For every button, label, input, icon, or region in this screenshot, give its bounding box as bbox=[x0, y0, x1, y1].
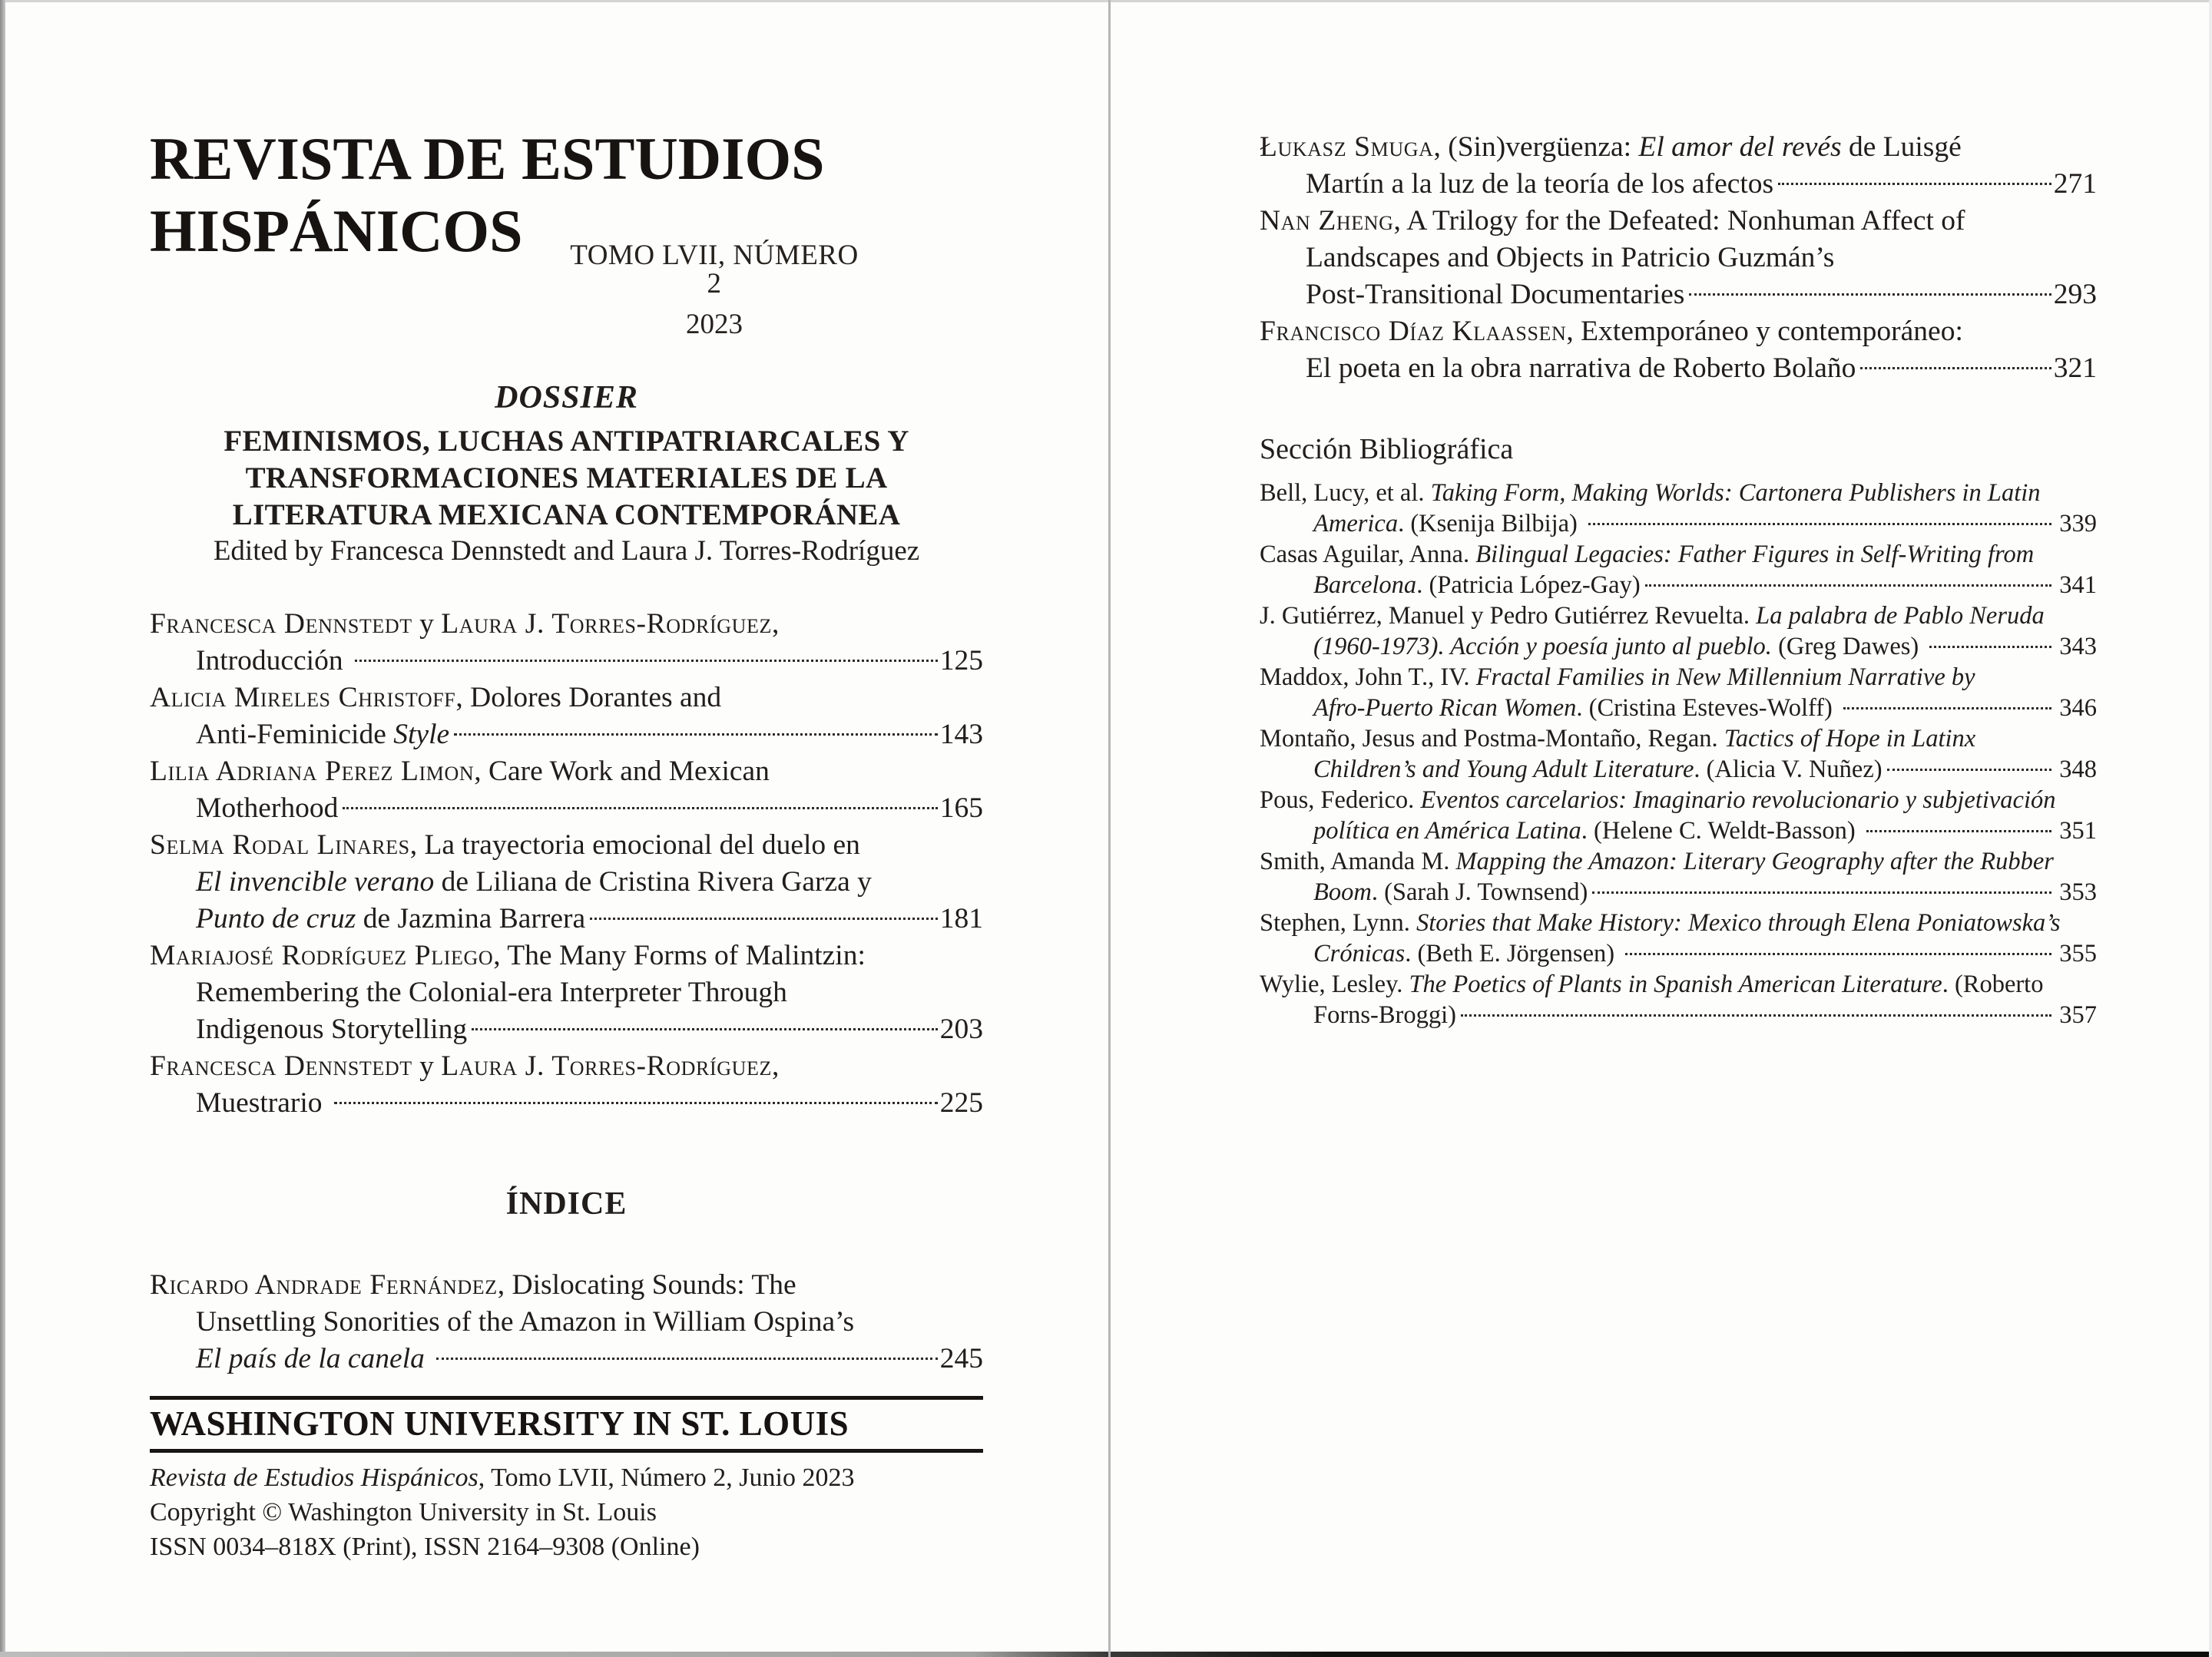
toc-line-text bbox=[196, 1341, 432, 1378]
text-segment: política en América Latina bbox=[1313, 817, 1581, 845]
toc-line-text bbox=[1306, 350, 1856, 387]
text-segment: El país de la canela bbox=[196, 1343, 425, 1374]
toc-line bbox=[150, 1011, 983, 1048]
toc-line bbox=[1260, 539, 2097, 570]
text-segment: Laura J. Torres-Rodríguez bbox=[441, 608, 772, 640]
toc-line-text bbox=[196, 1304, 854, 1341]
text-segment: El poeta en la obra narrativa de Roberto Bolaño bbox=[1306, 352, 1856, 384]
imprint-lines bbox=[150, 1460, 983, 1564]
toc-entry bbox=[150, 753, 983, 827]
text-segment: Tactics of Hope in Latinx bbox=[1724, 725, 1976, 752]
bibliography-heading: Sección Bibliográfica bbox=[1260, 433, 1514, 465]
indice-toc-list bbox=[150, 1267, 983, 1378]
text-segment: Remembering the Colonial-era Interpreter Through bbox=[196, 977, 787, 1008]
text-segment: , A Trilogy for the Defeated: Nonhuman Affect of bbox=[1393, 205, 1965, 236]
page-number: 341 bbox=[2059, 571, 2097, 599]
text-segment: El invencible verano bbox=[196, 866, 435, 898]
toc-line-text bbox=[196, 643, 350, 680]
toc-entry bbox=[1260, 313, 2097, 387]
toc-line bbox=[150, 680, 983, 716]
toc-entry bbox=[1260, 662, 2097, 723]
text-segment: y bbox=[412, 608, 442, 640]
text-segment: Post-Transitional Documentaries bbox=[1306, 279, 1685, 310]
toc-line bbox=[1260, 815, 2097, 846]
text-segment: . (Ksenija Bilbija) bbox=[1398, 510, 1584, 537]
text-segment: Crónicas bbox=[1313, 940, 1406, 967]
toc-entry bbox=[1260, 969, 2097, 1030]
toc-line-text bbox=[1306, 240, 1834, 276]
toc-line bbox=[1260, 240, 2097, 276]
imprint-line bbox=[150, 1530, 983, 1564]
text-segment: ISSN 0034–818X (Print), ISSN 2164–9308 (Online) bbox=[150, 1533, 700, 1561]
toc-line-text bbox=[196, 901, 585, 938]
text-segment: . (Cristina Esteves-Wolff) bbox=[1576, 694, 1839, 722]
text-segment: Copyright © Washington University in St. Louis bbox=[150, 1498, 657, 1526]
toc-entry bbox=[1260, 785, 2097, 846]
toc-line-text bbox=[1260, 662, 1975, 693]
toc-entry bbox=[150, 680, 983, 753]
toc-line bbox=[1260, 938, 2097, 969]
dossier-heading-line: FEMINISMOS, LUCHAS ANTIPATRIARCALES Y bbox=[224, 425, 909, 458]
text-segment: , Dislocating Sounds: The bbox=[497, 1269, 796, 1301]
text-segment: La palabra de Pablo Neruda bbox=[1756, 602, 2045, 630]
page-number: 346 bbox=[2059, 694, 2097, 722]
text-segment: Pous, Federico. bbox=[1260, 786, 1421, 814]
text-segment: Maddox, John T., IV. bbox=[1260, 663, 1476, 691]
toc-line bbox=[1260, 754, 2097, 785]
toc-line-text bbox=[1313, 1000, 1456, 1030]
page-number: 293 bbox=[2053, 279, 2097, 310]
dossier-heading bbox=[150, 423, 983, 534]
imprint-line bbox=[150, 1495, 983, 1530]
dossier-heading-line: LITERATURA MEXICANA CONTEMPORÁNEA bbox=[232, 498, 901, 531]
dossier-heading-line: TRANSFORMACIONES MATERIALES DE LA bbox=[245, 461, 888, 494]
toc-entry bbox=[1260, 908, 2097, 969]
text-segment: Taking Form, Making Worlds: Cartonera Publishers in Latin bbox=[1430, 479, 2041, 507]
text-segment: , Tomo LVII, Número 2, Junio 2023 bbox=[478, 1464, 855, 1492]
left-page bbox=[150, 0, 983, 1564]
page-number: 343 bbox=[2059, 633, 2097, 660]
toc-line-text bbox=[1260, 203, 1965, 240]
edited-by-line: Edited by Francesca Dennstedt and Laura J. Torres-Rodríguez bbox=[213, 535, 920, 567]
text-segment: , bbox=[771, 608, 780, 640]
text-segment: Forns-Broggi) bbox=[1313, 1001, 1456, 1029]
toc-line-text bbox=[196, 1085, 329, 1122]
toc-entry bbox=[1260, 129, 2097, 203]
scan-right-edge bbox=[2209, 0, 2212, 1657]
page-number: 348 bbox=[2059, 756, 2097, 783]
toc-line bbox=[1260, 600, 2097, 631]
toc-line-text bbox=[196, 716, 449, 753]
toc-line bbox=[150, 901, 983, 938]
toc-entry bbox=[150, 606, 983, 680]
text-segment: . (Patricia López-Gay) bbox=[1416, 571, 1641, 599]
text-segment: Stephen, Lynn. bbox=[1260, 909, 1417, 937]
right-page-content bbox=[1260, 0, 2097, 1030]
toc-line-text bbox=[1313, 815, 1862, 846]
toc-line-text bbox=[1260, 478, 2041, 508]
toc-line bbox=[1260, 166, 2097, 203]
text-segment: , bbox=[771, 1050, 780, 1082]
indice-heading: ÍNDICE bbox=[505, 1186, 628, 1222]
toc-line bbox=[150, 790, 983, 827]
journal-title-line2-row bbox=[150, 195, 983, 340]
toc-line bbox=[1260, 846, 2097, 877]
text-segment: Anti-Feminicide bbox=[196, 719, 394, 750]
text-segment: Francisco Díaz Klaassen bbox=[1260, 316, 1567, 347]
toc-line-text bbox=[196, 974, 787, 1011]
footer-rule-bottom bbox=[150, 1449, 983, 1453]
toc-line bbox=[150, 643, 983, 680]
text-segment: Mapping the Amazon: Literary Geography after the Rubber bbox=[1455, 848, 2054, 875]
toc-line-text bbox=[1313, 938, 1621, 969]
text-segment: Francesca Dennstedt bbox=[150, 1050, 412, 1082]
toc-line-text bbox=[1313, 631, 1925, 662]
toc-line bbox=[1260, 313, 2097, 350]
text-segment: Muestrario bbox=[196, 1087, 329, 1119]
issue-label: TOMO LVII, NÚMERO 2 bbox=[570, 240, 859, 299]
toc-line bbox=[150, 606, 983, 643]
toc-line bbox=[1260, 693, 2097, 723]
toc-line bbox=[150, 1048, 983, 1085]
scan-left-edge bbox=[0, 0, 5, 1657]
page-number: 143 bbox=[939, 719, 983, 750]
text-segment: Children’s and Young Adult Literature bbox=[1313, 756, 1694, 783]
toc-line-text bbox=[1260, 785, 2056, 815]
toc-line-text bbox=[150, 753, 770, 790]
toc-entry bbox=[150, 1048, 983, 1122]
page-number: 321 bbox=[2053, 352, 2097, 384]
toc-line bbox=[1260, 631, 2097, 662]
page-number: 181 bbox=[939, 903, 983, 934]
text-segment: Fractal Families in New Millennium Narrative by bbox=[1475, 663, 1975, 691]
dossier-toc-list bbox=[150, 606, 983, 1122]
toc-line-text bbox=[1260, 846, 2054, 877]
toc-line-text bbox=[150, 827, 860, 864]
right-page bbox=[1260, 0, 2097, 1030]
toc-line-text bbox=[1306, 276, 1684, 313]
toc-entry bbox=[150, 938, 983, 1048]
toc-line bbox=[1260, 1000, 2097, 1030]
toc-line bbox=[150, 753, 983, 790]
toc-entry bbox=[1260, 846, 2097, 908]
text-segment: Boom bbox=[1313, 878, 1372, 906]
page-divider bbox=[1108, 0, 1111, 1657]
page-number: 351 bbox=[2059, 817, 2097, 845]
journal-title-line1: REVISTA DE ESTUDIOS bbox=[150, 125, 825, 192]
imprint-footer bbox=[150, 1396, 983, 1564]
toc-line bbox=[1260, 276, 2097, 313]
toc-line-text bbox=[1260, 313, 1963, 350]
toc-line-text bbox=[1260, 600, 2045, 631]
toc-line bbox=[150, 938, 983, 974]
journal-title-line2: HISPÁNICOS bbox=[150, 197, 523, 264]
toc-line-text bbox=[1313, 570, 1641, 600]
toc-line bbox=[1260, 662, 2097, 693]
text-segment: , La trayectoria emocional del duelo en bbox=[409, 829, 860, 861]
page-number: 353 bbox=[2059, 878, 2097, 906]
page-number: 357 bbox=[2059, 1001, 2097, 1029]
toc-line-text bbox=[1260, 129, 1962, 166]
text-segment: Unsettling Sonorities of the Amazon in William Ospina’s bbox=[196, 1306, 855, 1338]
text-segment: . (Roberto bbox=[1942, 971, 2044, 998]
text-segment: de Jazmina Barrera bbox=[356, 903, 586, 934]
text-segment: Revista de Estudios Hispánicos bbox=[150, 1464, 478, 1492]
toc-line bbox=[150, 864, 983, 901]
toc-entry bbox=[150, 1267, 983, 1378]
scan-bottom-edge bbox=[0, 1652, 2212, 1657]
text-segment: Casas Aguilar, Anna. bbox=[1260, 541, 1476, 568]
page-number: 203 bbox=[939, 1014, 983, 1045]
page-number: 165 bbox=[939, 792, 983, 824]
toc-line bbox=[150, 974, 983, 1011]
text-segment: y bbox=[412, 1050, 442, 1082]
publisher-name: WASHINGTON UNIVERSITY IN ST. LOUIS bbox=[150, 1404, 849, 1443]
text-segment: Smith, Amanda M. bbox=[1260, 848, 1456, 875]
toc-line-text bbox=[1260, 908, 2061, 938]
text-segment: (1960-1973). Acción y poesía junto al pueblo. bbox=[1313, 633, 1772, 660]
text-segment: Montaño, Jesus and Postma-Montaño, Regan. bbox=[1260, 725, 1724, 752]
text-segment: Punto de cruz bbox=[196, 903, 356, 934]
issue-block bbox=[565, 241, 864, 339]
toc-line-text bbox=[1313, 877, 1588, 908]
dossier-label: DOSSIER bbox=[495, 380, 638, 415]
toc-line bbox=[150, 1267, 983, 1304]
toc-line-text bbox=[1260, 539, 2034, 570]
toc-line-text bbox=[1313, 754, 1883, 785]
toc-line bbox=[150, 827, 983, 864]
toc-entry bbox=[1260, 203, 2097, 313]
page-number: 271 bbox=[2053, 168, 2097, 200]
toc-line bbox=[150, 716, 983, 753]
toc-line-text bbox=[150, 938, 866, 974]
toc-line bbox=[1260, 478, 2097, 508]
toc-line bbox=[1260, 508, 2097, 539]
text-segment: , The Many Forms of Malintzin: bbox=[493, 940, 866, 971]
toc-line bbox=[150, 1085, 983, 1122]
text-segment: (Greg Dawes) bbox=[1771, 633, 1926, 660]
toc-line bbox=[150, 1341, 983, 1378]
text-segment: El amor del revés bbox=[1638, 131, 1842, 163]
text-segment: . (Beth E. Jörgensen) bbox=[1405, 940, 1621, 967]
page-number: 125 bbox=[939, 645, 983, 676]
toc-line-text bbox=[150, 606, 779, 643]
text-segment: J. Gutiérrez, Manuel y Pedro Gutiérrez Revuelta. bbox=[1260, 602, 1757, 630]
toc-entry bbox=[150, 827, 983, 938]
toc-line bbox=[1260, 129, 2097, 166]
toc-line-text bbox=[1260, 723, 1975, 754]
toc-line-text bbox=[1313, 693, 1839, 723]
text-segment: Eventos carcelarios: Imaginario revolucionario y subjetivación bbox=[1420, 786, 2056, 814]
toc-line-text bbox=[150, 680, 721, 716]
toc-line bbox=[1260, 969, 2097, 1000]
text-segment: Introducción bbox=[196, 645, 350, 676]
bibliography-list bbox=[1260, 478, 2097, 1030]
text-segment: . (Sarah J. Townsend) bbox=[1371, 878, 1588, 906]
toc-line bbox=[150, 1304, 983, 1341]
text-segment: Selma Rodal Linares bbox=[150, 829, 410, 861]
text-segment: Martín a la luz de la teoría de los afectos bbox=[1306, 168, 1774, 200]
toc-line-text bbox=[1313, 508, 1584, 539]
toc-line-text bbox=[196, 1011, 467, 1048]
page-number: 245 bbox=[939, 1343, 983, 1374]
text-segment: Stories that Make History: Mexico through Elena Poniatowska’s bbox=[1416, 909, 2061, 937]
text-segment: . (Helene C. Weldt-Basson) bbox=[1581, 817, 1862, 845]
toc-entry bbox=[1260, 723, 2097, 785]
toc-line-text bbox=[1260, 969, 2043, 1000]
toc-line-text bbox=[150, 1048, 779, 1085]
text-segment: Landscapes and Objects in Patricio Guzmán’s bbox=[1306, 242, 1835, 273]
toc-line bbox=[1260, 785, 2097, 815]
text-segment: America bbox=[1313, 510, 1399, 537]
toc-entry bbox=[1260, 539, 2097, 600]
text-segment: Bilingual Legacies: Father Figures in Self-Writing from bbox=[1475, 541, 2035, 568]
text-segment: , (Sin)vergüenza: bbox=[1433, 131, 1639, 163]
text-segment: de Liliana de Cristina Rivera Garza y bbox=[434, 866, 872, 898]
toc-line bbox=[1260, 877, 2097, 908]
text-segment: Nan Zheng bbox=[1260, 205, 1394, 236]
toc-entry bbox=[1260, 600, 2097, 662]
text-segment: . (Alicia V. Nuñez) bbox=[1694, 756, 1883, 783]
articles-toc-list bbox=[1260, 129, 2097, 387]
text-segment: Mariajosé Rodríguez Pliego bbox=[150, 940, 494, 971]
text-segment: , Care Work and Mexican bbox=[474, 756, 770, 787]
toc-line bbox=[1260, 723, 2097, 754]
toc-entry bbox=[1260, 478, 2097, 539]
text-segment: Wylie, Lesley. bbox=[1260, 971, 1409, 998]
text-segment: , Extemporáneo y contemporáneo: bbox=[1566, 316, 1963, 347]
imprint-line bbox=[150, 1460, 983, 1495]
toc-line-text bbox=[150, 1267, 796, 1304]
text-segment: Afro-Puerto Rican Women bbox=[1313, 694, 1577, 722]
text-segment: Motherhood bbox=[196, 792, 339, 824]
text-segment: Ricardo Andrade Fernández bbox=[150, 1269, 498, 1301]
text-segment: Alicia Mireles Christoff bbox=[150, 682, 456, 713]
page-number: 355 bbox=[2059, 940, 2097, 967]
toc-line-text bbox=[196, 864, 872, 901]
text-segment: Lilia Adriana Perez Limon bbox=[150, 756, 475, 787]
text-segment: Style bbox=[393, 719, 450, 750]
text-segment bbox=[425, 1343, 432, 1374]
text-segment: de Luisgé bbox=[1841, 131, 1962, 163]
page-number: 339 bbox=[2059, 510, 2097, 537]
issue-year: 2023 bbox=[686, 309, 743, 340]
text-segment: Łukasz Smuga bbox=[1260, 131, 1434, 163]
toc-line-text bbox=[196, 790, 338, 827]
journal-title bbox=[150, 0, 983, 340]
text-segment: Francesca Dennstedt bbox=[150, 608, 412, 640]
text-segment: Barcelona bbox=[1313, 571, 1417, 599]
text-segment: The Poetics of Plants in Spanish American Literature bbox=[1409, 971, 1942, 998]
toc-line bbox=[1260, 570, 2097, 600]
text-segment: Laura J. Torres-Rodríguez bbox=[441, 1050, 772, 1082]
toc-line bbox=[1260, 203, 2097, 240]
text-segment: , Dolores Dorantes and bbox=[455, 682, 722, 713]
page-number: 225 bbox=[939, 1087, 983, 1119]
text-segment: Bell, Lucy, et al. bbox=[1260, 479, 1431, 507]
toc-line bbox=[1260, 350, 2097, 387]
toc-line-text bbox=[1306, 166, 1773, 203]
toc-line bbox=[1260, 908, 2097, 938]
text-segment: Indigenous Storytelling bbox=[196, 1014, 468, 1045]
